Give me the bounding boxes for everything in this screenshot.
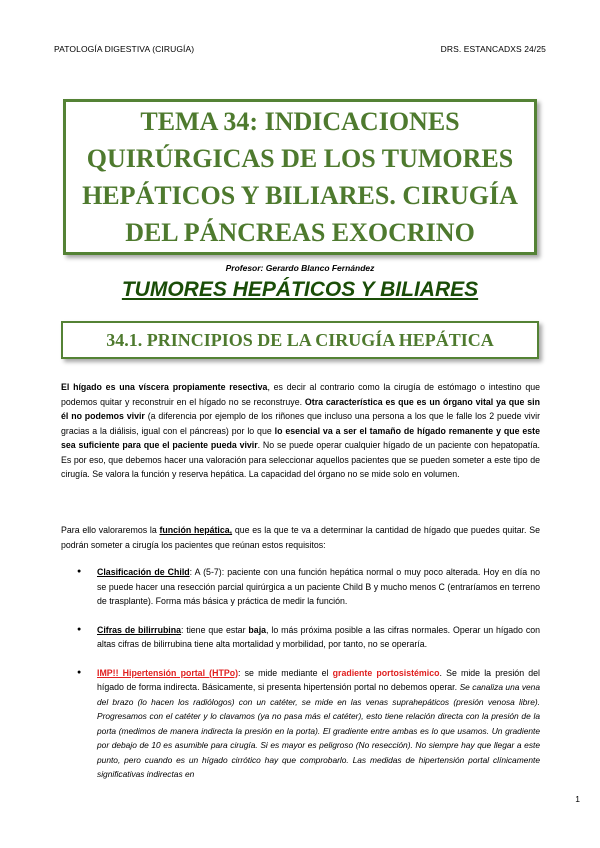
list-item-portal-hypertension — [61, 666, 540, 782]
text-run: . No se puede operar cualquier hígado de un paciente con hepatopatía. Es por eso, que debemos hacer una valoración para seleccionar aquellos pacientes que se pueden someter a este tipo de cirugía. Se valora la función y reserva hepática. La capacidad del órgano no se mide solo en volumen. — [61, 440, 540, 479]
text-run: que es la que te va a determinar la cantidad de hígado que puedes quitar. Se podrán someter a cirugía los pacientes que reúnan estos requisitos: — [61, 525, 540, 550]
document-title: TEMA 34: INDICACIONES QUIRÚRGICAS DE LOS TUMORES HEPÁTICOS Y BILIARES. CIRUGÍA DEL PÁNCREAS EXOCRINO — [82, 107, 518, 247]
bullet-label-important: IMP!! Hipertensión portal (HTPo) — [97, 667, 239, 678]
bullet-bold: baja — [248, 624, 267, 635]
page-number: 1 — [575, 794, 580, 804]
list-item-bilirubin — [61, 623, 540, 652]
text-run: Para ello valoraremos la — [61, 525, 160, 535]
bullet-text: : se mide mediante el — [238, 667, 333, 678]
page-header — [54, 44, 546, 54]
subsection-box — [61, 321, 539, 359]
bullet-text: . Se mide la presión del hígado de forma indirecta. Básicamente, si presenta hipertensión portal no debemos operar. — [97, 667, 540, 692]
bullet-text: : A (5-7): paciente con una función hepática normal o muy poco alterada. Hoy en día no se puede hacer una resección parcial quirúrgica a un paciente Child B y mucho menos C (entraríamos en terreno de trasplante). Forma más básica y práctica de medir la función. — [97, 567, 540, 606]
professor-line: Profesor: Gerardo Blanco Fernández — [225, 263, 375, 273]
text-bold: El hígado es una víscera propiamente resectiva — [61, 382, 268, 392]
header-course: PATOLOGÍA DIGESTIVA (CIRUGÍA) — [54, 44, 195, 54]
bullet-text: : tiene que estar — [181, 624, 249, 635]
text-bold: lo esencial va a ser el tamaño de hígado remanente y que este sea suficiente para que el paciente pueda vivir — [61, 425, 540, 450]
text-run: (a diferencia por ejemplo de los riñones que incluso una persona a los que le falle los 2 puede vivir gracias a la diálisis, igual con el páncreas) por lo que — [61, 411, 540, 436]
text-run: , es decir al contrario como la cirugía de estómago o intestino que podemos quitar y reconstruir en el hígado no se reconstruye. — [61, 382, 540, 407]
bullet-italic-note: Se canaliza una vena del brazo (lo hacen los radiólogos) con un catéter, se mide en las venas suprahepáticos (presión venosa libre). Progresamos con el catéter y lo clavamos (ya no pasa más el catéter), esto tiene relación directa con la presión de la porta (medimos de manera indirecta la presión en la porta). El gradiente entre ambas es lo que usamos. Un gradiente por debajo de 10 es asumible para cirugía. Si es mayor es peligroso (No resección). No siempre hay que llegar a este punto, pero cuando es un hígado cirrótico hay que comprobarlo. Las medidas de hipertensión portal clínicamente significativas indirectas en — [97, 682, 540, 779]
text-bold-underline: función hepática, — [159, 525, 233, 535]
paragraph-function — [61, 523, 540, 552]
bullet-label: Clasificación de Child — [97, 567, 190, 577]
list-item-child — [61, 565, 540, 609]
bullet-text: , lo más próxima posible a las cifras normales. Operar un hígado con altas cifras de bilirrubina tiene alta mortalidad y morbilidad, por tanto, no se operaría. — [97, 624, 541, 649]
paragraph-intro — [61, 380, 540, 482]
bullet-red-term: gradiente portosistémico — [332, 667, 440, 678]
requirements-list — [61, 565, 540, 796]
header-authors: DRS. ESTANCADXS 24/25 — [440, 44, 546, 54]
subsection-title: 34.1. PRINCIPIOS DE LA CIRUGÍA HEPÁTICA — [106, 329, 494, 350]
bullet-label: Cifras de bilirrubina — [97, 624, 182, 635]
title-box — [63, 99, 537, 255]
section-title: TUMORES HEPÁTICOS Y BILIARES — [121, 278, 479, 301]
text-bold: Otra característica es que es un órgano vital ya que sin él no podemos vivir — [61, 396, 540, 421]
